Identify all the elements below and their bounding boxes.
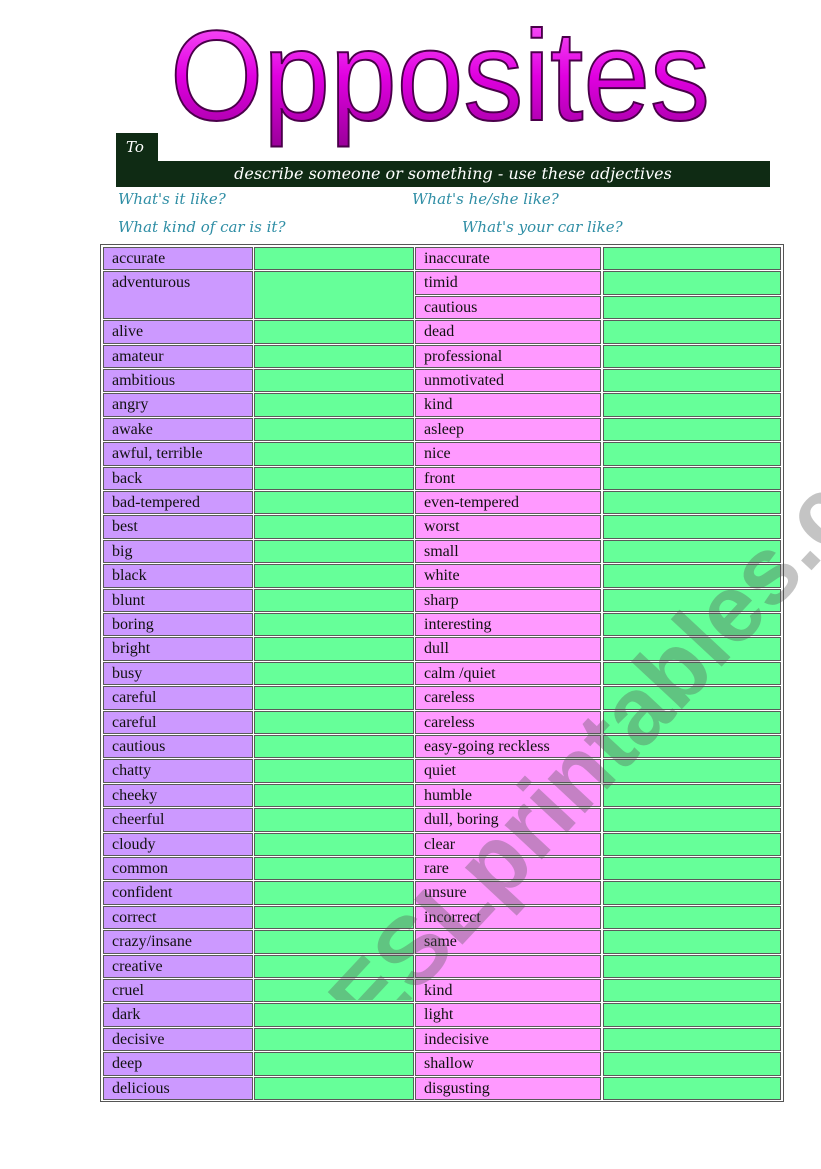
table-row (101, 711, 783, 735)
answer-cell-right[interactable] (603, 833, 781, 856)
answer-cell-right[interactable] (603, 711, 781, 734)
table-row (101, 1028, 783, 1052)
word-cell: blunt (103, 589, 253, 612)
table-row (101, 369, 783, 393)
word-cell: big (103, 540, 253, 563)
answer-cell-left[interactable] (254, 1077, 414, 1100)
opposite-cell: disgusting (415, 1077, 601, 1100)
answer-cell-right[interactable] (603, 467, 781, 490)
answer-cell-right[interactable] (603, 979, 781, 1002)
table-row (101, 418, 783, 442)
answer-cell-left[interactable] (254, 369, 414, 392)
answer-cell-left[interactable] (254, 491, 414, 514)
question-he-she-like: What's he/she like? (412, 190, 559, 208)
table-row (101, 540, 783, 564)
answer-cell-right[interactable] (603, 418, 781, 441)
answer-cell-right[interactable] (603, 564, 781, 587)
table-row (101, 784, 783, 808)
opposite-cell: careless (415, 711, 601, 734)
opposite-cell: professional (415, 345, 601, 368)
opposite-cell: interesting (415, 613, 601, 636)
word-cell: careful (103, 686, 253, 709)
question-its-like: What's it like? (118, 190, 226, 208)
table-row (101, 1077, 783, 1101)
answer-cell-left[interactable] (254, 247, 414, 270)
answer-cell-right[interactable] (603, 662, 781, 685)
answer-cell-right[interactable] (603, 906, 781, 929)
opposite-cell: indecisive (415, 1028, 601, 1051)
table-row (101, 979, 783, 1003)
word-cell: ambitious (103, 369, 253, 392)
table-row (101, 662, 783, 686)
opposite-cell: clear (415, 833, 601, 856)
answer-cell-right[interactable] (603, 955, 781, 978)
word-cell: busy (103, 662, 253, 685)
table-row (101, 491, 783, 515)
word-cell: adventurous (103, 271, 253, 319)
opposite-cell: kind (415, 979, 601, 1002)
table-row (101, 589, 783, 613)
answer-cell-right[interactable] (603, 393, 781, 416)
opposite-cell: easy-going reckless (415, 735, 601, 758)
answer-cell-right[interactable] (603, 613, 781, 636)
answer-cell-left[interactable] (254, 540, 414, 563)
answer-cell-right[interactable] (603, 515, 781, 538)
opposites-table (100, 244, 784, 1102)
table-row (101, 881, 783, 905)
table-row (101, 320, 783, 344)
answer-cell-left[interactable] (254, 589, 414, 612)
answer-cell-right[interactable] (603, 1003, 781, 1026)
word-cell: cheerful (103, 808, 253, 831)
answer-cell-right[interactable] (603, 759, 781, 782)
answer-cell-right[interactable] (603, 296, 781, 319)
title-text: Opposites (170, 8, 710, 148)
word-cell: boring (103, 613, 253, 636)
answer-cell-left[interactable] (254, 1028, 414, 1051)
word-cell: crazy/insane (103, 930, 253, 953)
answer-cell-right[interactable] (603, 735, 781, 758)
opposite-cell: kind (415, 393, 601, 416)
answer-cell-right[interactable] (603, 540, 781, 563)
opposite-cell: cautious (415, 296, 601, 319)
opposite-cell: dull, boring (415, 808, 601, 831)
opposite-cell: dull (415, 637, 601, 660)
table-row (101, 296, 783, 320)
answer-cell-right[interactable] (603, 637, 781, 660)
word-cell: delicious (103, 1077, 253, 1100)
word-cell: creative (103, 955, 253, 978)
word-cell: amateur (103, 345, 253, 368)
answer-cell-left[interactable] (254, 613, 414, 636)
word-cell: dark (103, 1003, 253, 1026)
opposite-cell: light (415, 1003, 601, 1026)
opposite-cell: quiet (415, 759, 601, 782)
word-cell: bad-tempered (103, 491, 253, 514)
question-kind-of-car: What kind of car is it? (118, 218, 286, 236)
table-row (101, 955, 783, 979)
table-row (101, 808, 783, 832)
answer-cell-left[interactable] (254, 711, 414, 734)
answer-cell-left[interactable] (254, 686, 414, 709)
answer-cell-left[interactable] (254, 1003, 414, 1026)
answer-cell-right[interactable] (603, 1028, 781, 1051)
table-row (101, 467, 783, 491)
word-cell: black (103, 564, 253, 587)
to-label: To (116, 133, 158, 161)
table-row (101, 1003, 783, 1027)
answer-cell-right[interactable] (603, 686, 781, 709)
opposite-cell: nice (415, 442, 601, 465)
answer-cell-left[interactable] (254, 857, 414, 880)
table-row (101, 637, 783, 661)
answer-cell-left[interactable] (254, 881, 414, 904)
question-your-car: What's your car like? (462, 218, 623, 236)
opposite-cell: same (415, 930, 601, 953)
word-cell: awake (103, 418, 253, 441)
word-cell: common (103, 857, 253, 880)
answer-cell-left[interactable] (254, 320, 414, 343)
answer-cell-left[interactable] (254, 515, 414, 538)
opposite-cell: even-tempered (415, 491, 601, 514)
opposite-cell (415, 955, 601, 978)
word-cell: careful (103, 711, 253, 734)
word-cell: cloudy (103, 833, 253, 856)
answer-cell-left[interactable] (254, 418, 414, 441)
answer-cell-left[interactable] (254, 467, 414, 490)
answer-cell-left[interactable] (254, 979, 414, 1002)
table-row (101, 1052, 783, 1076)
answer-cell-right[interactable] (603, 1077, 781, 1100)
opposite-cell: white (415, 564, 601, 587)
opposite-cell: sharp (415, 589, 601, 612)
answer-cell-right[interactable] (603, 930, 781, 953)
table-row (101, 515, 783, 539)
table-row (101, 686, 783, 710)
answer-cell-right[interactable] (603, 589, 781, 612)
table-row (101, 857, 783, 881)
answer-cell-right[interactable] (603, 808, 781, 831)
answer-cell-left[interactable] (254, 906, 414, 929)
table-row (101, 564, 783, 588)
table-row (101, 345, 783, 369)
answer-cell-left[interactable] (254, 808, 414, 831)
word-cell: correct (103, 906, 253, 929)
answer-cell-left[interactable] (254, 1052, 414, 1075)
answer-cell-right[interactable] (603, 442, 781, 465)
opposite-cell: humble (415, 784, 601, 807)
word-cell: cruel (103, 979, 253, 1002)
answer-cell-right[interactable] (603, 857, 781, 880)
table-row (101, 930, 783, 954)
answer-cell-right[interactable] (603, 320, 781, 343)
word-cell: chatty (103, 759, 253, 782)
opposite-cell: inaccurate (415, 247, 601, 270)
opposite-cell: unmotivated (415, 369, 601, 392)
table-row (101, 247, 783, 271)
opposite-cell: front (415, 467, 601, 490)
answer-cell-left[interactable] (254, 784, 414, 807)
table-row (101, 833, 783, 857)
opposite-cell: asleep (415, 418, 601, 441)
answer-cell-left[interactable] (254, 345, 414, 368)
word-cell: accurate (103, 247, 253, 270)
answer-cell-right[interactable] (603, 369, 781, 392)
opposite-cell: rare (415, 857, 601, 880)
table-row (101, 442, 783, 466)
word-cell: cheeky (103, 784, 253, 807)
word-cell: awful, terrible (103, 442, 253, 465)
word-cell: best (103, 515, 253, 538)
opposite-cell: timid (415, 271, 601, 294)
word-cell: cautious (103, 735, 253, 758)
answer-cell-left[interactable] (254, 564, 414, 587)
answer-cell-right[interactable] (603, 247, 781, 270)
answer-cell-right[interactable] (603, 881, 781, 904)
answer-cell-right[interactable] (603, 271, 781, 294)
table-row (101, 393, 783, 417)
answer-cell-right[interactable] (603, 345, 781, 368)
answer-cell-right[interactable] (603, 491, 781, 514)
word-cell: deep (103, 1052, 253, 1075)
table-row (101, 271, 783, 295)
answer-cell-left[interactable] (254, 930, 414, 953)
opposite-cell: shallow (415, 1052, 601, 1075)
answer-cell-right[interactable] (603, 784, 781, 807)
instruction-banner: describe someone or something - use these adjectives (116, 161, 770, 187)
opposite-cell: worst (415, 515, 601, 538)
answer-cell-right[interactable] (603, 1052, 781, 1075)
opposite-cell: incorrect (415, 906, 601, 929)
table-row (101, 759, 783, 783)
answer-cell-left[interactable] (254, 759, 414, 782)
answer-cell-left[interactable] (254, 393, 414, 416)
answer-cell-left[interactable] (254, 442, 414, 465)
word-cell: back (103, 467, 253, 490)
word-cell: confident (103, 881, 253, 904)
page-title (160, 8, 720, 148)
answer-cell-left[interactable] (254, 637, 414, 660)
answer-cell-left[interactable] (254, 833, 414, 856)
word-cell: bright (103, 637, 253, 660)
answer-cell-left[interactable] (254, 735, 414, 758)
answer-cell-left[interactable] (254, 955, 414, 978)
answer-cell-left[interactable] (254, 662, 414, 685)
opposite-cell: dead (415, 320, 601, 343)
opposite-cell: careless (415, 686, 601, 709)
opposite-cell: calm /quiet (415, 662, 601, 685)
word-cell: alive (103, 320, 253, 343)
table-row (101, 735, 783, 759)
opposite-cell: unsure (415, 881, 601, 904)
word-cell: decisive (103, 1028, 253, 1051)
table-row (101, 906, 783, 930)
word-cell: angry (103, 393, 253, 416)
opposite-cell: small (415, 540, 601, 563)
table-row (101, 613, 783, 637)
